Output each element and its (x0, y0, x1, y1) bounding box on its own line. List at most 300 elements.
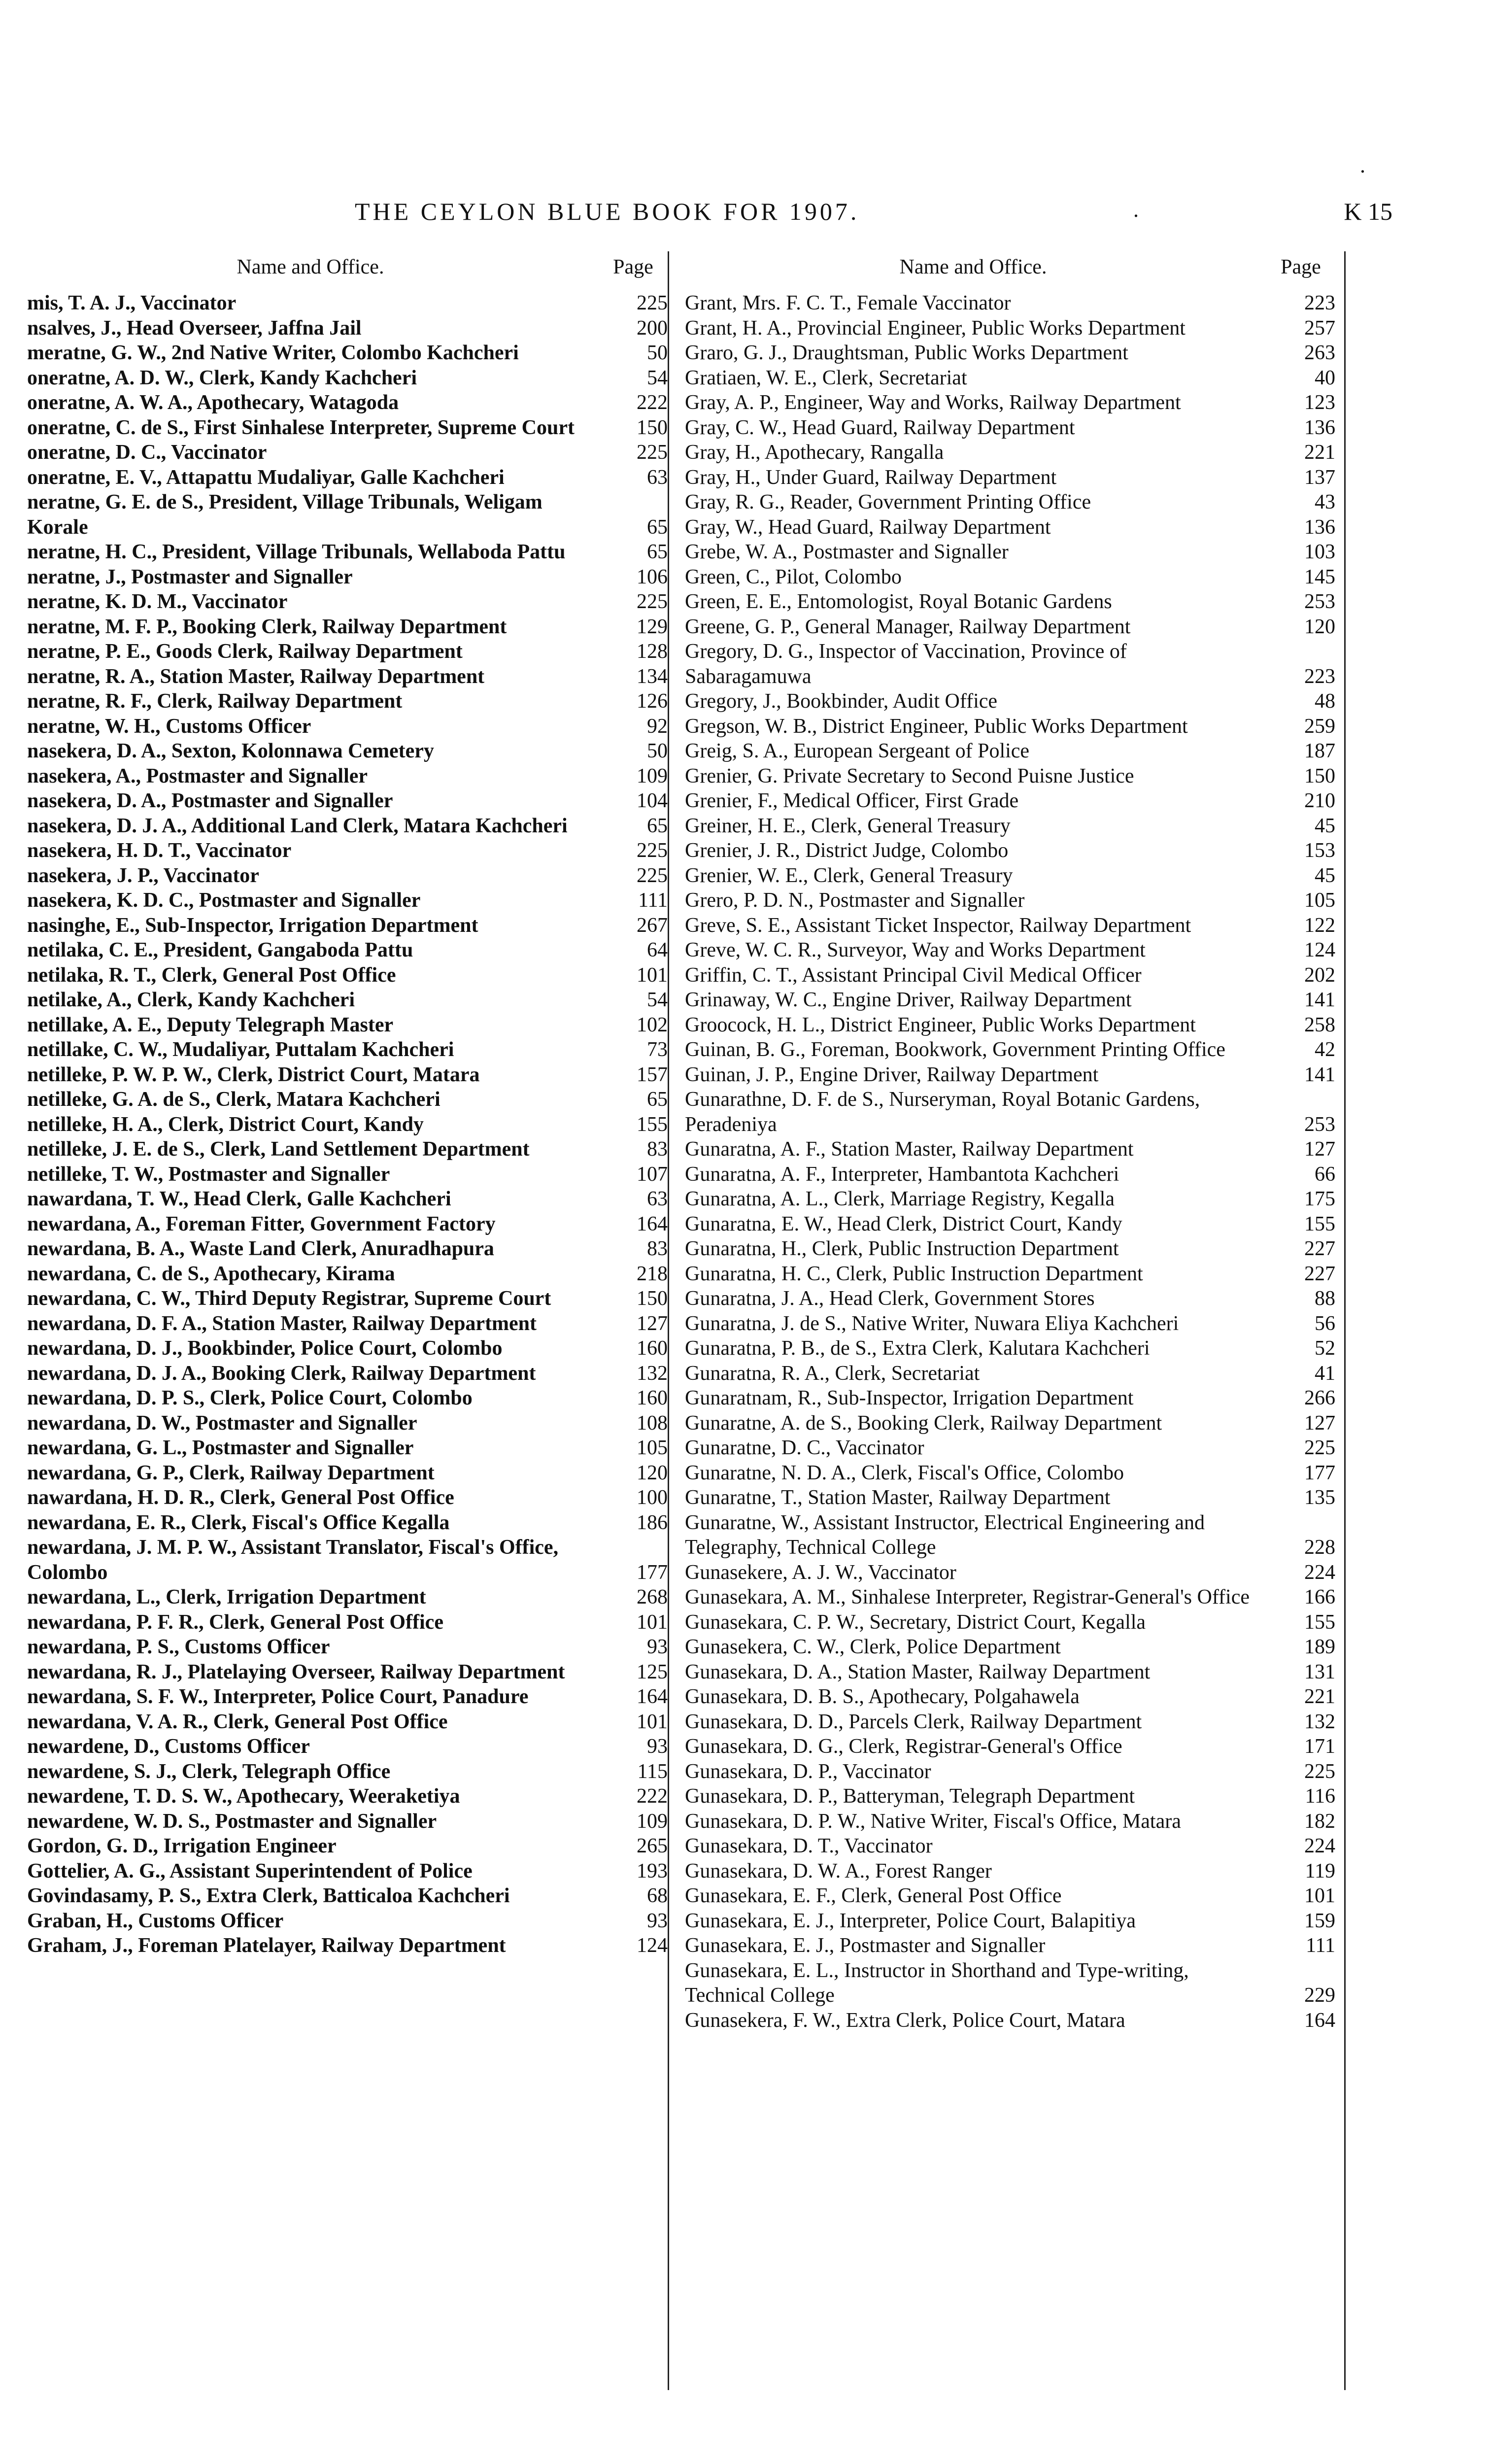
entry-name-office: Gunasekara, A. M., Sinhalese Interpreter, Registrar-General's Office (685, 1586, 1250, 1608)
list-item (27, 1759, 668, 1784)
entry-page-number: 227 (1304, 1237, 1335, 1260)
list-item (27, 1710, 668, 1735)
entry-name-office: Gunasekera, C. W., Clerk, Police Department (685, 1636, 1061, 1658)
entry-page-number: 175 (1304, 1188, 1335, 1210)
list-item (685, 1037, 1335, 1062)
entry-page-number: 145 (1304, 565, 1335, 588)
entry-name-office: netilleke, T. W., Postmaster and Signaller (27, 1163, 390, 1186)
list-item (685, 888, 1335, 913)
entry-name-office: Gunaratna, A. L., Clerk, Marriage Registry, Kegalla (685, 1188, 1115, 1210)
entry-page-number: 134 (637, 665, 668, 688)
entry-name-office: Guinan, B. G., Foreman, Bookwork, Government Printing Office (685, 1038, 1225, 1061)
entry-name-office: newardana, G. P., Clerk, Railway Department (27, 1461, 435, 1484)
entry-page-number: 224 (1304, 1835, 1335, 1857)
list-item (685, 1236, 1335, 1262)
entry-name-office: newardana, D. F. A., Station Master, Railway Department (27, 1312, 537, 1335)
list-item (27, 589, 668, 615)
list-item (685, 1585, 1335, 1610)
entry-page-number: 186 (637, 1511, 668, 1534)
list-item (27, 1461, 668, 1486)
list-item (27, 888, 668, 913)
entry-name-office: Gunaratne, A. de S., Booking Clerk, Railway Department (685, 1411, 1162, 1435)
entry-name-office: Greig, S. A., European Sergeant of Police (685, 740, 1030, 762)
entry-name-office: newardana, D. J., Bookbinder, Police Court, Colombo (27, 1337, 503, 1360)
entry-name-office: oneratne, E. V., Attapattu Mudaliyar, Galle Kachcheri (27, 466, 505, 489)
entry-page-number: 64 (647, 939, 668, 961)
list-item (685, 1187, 1335, 1212)
entry-page-number: 52 (1315, 1337, 1335, 1360)
entry-page-number: 266 (1304, 1387, 1335, 1409)
entry-name-office: nasekera, K. D. C., Postmaster and Signaller (27, 889, 421, 912)
entry-name-office: newardana, D. W., Postmaster and Signaller (27, 1411, 417, 1435)
list-item (685, 1883, 1335, 1909)
entry-page-number: 124 (1304, 939, 1335, 961)
entry-page-number: 193 (637, 1859, 668, 1882)
entry-name-office: Gunaratne, W., Assistant Instructor, Electrical Engineering and Telegraphy, Technical College (685, 1511, 1205, 1559)
entry-name-office: Govindasamy, P. S., Extra Clerk, Batticaloa Kachcheri (27, 1884, 510, 1907)
list-item (27, 1236, 668, 1262)
column-divider-right (1344, 251, 1346, 2390)
right-column-header (685, 251, 1335, 287)
entry-page-number: 101 (637, 963, 668, 987)
list-item (685, 1635, 1335, 1660)
list-item (27, 1485, 668, 1510)
entry-page-number: 257 (1304, 316, 1335, 340)
entry-page-number: 155 (1304, 1212, 1335, 1235)
entry-page-number: 65 (647, 541, 668, 563)
book-title: THE CEYLON BLUE BOOK FOR 1907. (355, 198, 860, 225)
left-column-header (27, 251, 668, 287)
entry-page-number: 122 (1304, 914, 1335, 937)
entry-name-office: Grenier, F., Medical Officer, First Grade (685, 789, 1019, 812)
list-item (27, 1361, 668, 1386)
entry-page-number: 120 (637, 1461, 668, 1484)
entry-name-office: Greene, G. P., General Manager, Railway Department (685, 615, 1131, 638)
list-item (27, 664, 668, 689)
entry-page-number: 135 (1304, 1486, 1335, 1509)
entry-page-number: 63 (647, 466, 668, 489)
entry-name-office: oneratne, A. W. A., Apothecary, Watagoda (27, 391, 399, 414)
entry-name-office: nsalves, J., Head Overseer, Jaffna Jail (27, 316, 362, 340)
entry-name-office: neratne, M. F. P., Booking Clerk, Railway Department (27, 615, 507, 638)
entry-name-office: Gunaratna, J. A., Head Clerk, Government Stores (685, 1287, 1095, 1310)
list-item (27, 1212, 668, 1237)
entry-page-number: 88 (1315, 1287, 1335, 1310)
entry-page-number: 119 (1305, 1859, 1335, 1882)
entry-page-number: 56 (1315, 1312, 1335, 1335)
entry-name-office: Greve, S. E., Assistant Ticket Inspector, Railway Department (685, 914, 1191, 937)
entry-page-number: 93 (647, 1636, 668, 1658)
list-item (685, 1062, 1335, 1088)
entry-name-office: Gregson, W. B., District Engineer, Public Works Department (685, 715, 1188, 738)
list-item (685, 1859, 1335, 1884)
list-item (27, 1112, 668, 1137)
entry-name-office: Griffin, C. T., Assistant Principal Civil Medical Officer (685, 963, 1142, 987)
entry-name-office: Gunasekara, D. P. W., Native Writer, Fiscal's Office, Matara (685, 1810, 1181, 1833)
entry-name-office: newardana, P. S., Customs Officer (27, 1636, 330, 1658)
entry-name-office: Gunasekara, E. J., Postmaster and Signaller (685, 1934, 1046, 1957)
name-office-heading: Name and Office. (899, 256, 1047, 278)
entry-page-number: 104 (637, 789, 668, 812)
list-item (27, 415, 668, 441)
entry-page-number: 93 (647, 1909, 668, 1932)
entry-name-office: meratne, G. W., 2nd Native Writer, Colombo Kachcheri (27, 342, 519, 364)
entry-name-office: Gunaratna, H. C., Clerk, Public Instruction Department (685, 1262, 1143, 1285)
entry-page-number: 106 (637, 565, 668, 588)
entry-page-number: 103 (1304, 541, 1335, 563)
entry-page-number: 73 (647, 1038, 668, 1061)
entry-page-number: 153 (1304, 839, 1335, 862)
entry-page-number: 54 (647, 989, 668, 1011)
entry-page-number: 125 (637, 1660, 668, 1683)
page-header (0, 197, 1491, 241)
entry-name-office: Graban, H., Customs Officer (27, 1909, 284, 1932)
list-item (27, 1610, 668, 1635)
list-item (685, 390, 1335, 415)
list-item (685, 1734, 1335, 1759)
list-item (685, 415, 1335, 441)
entry-page-number: 267 (637, 914, 668, 937)
entry-name-office: Gray, C. W., Head Guard, Railway Department (685, 416, 1075, 439)
entry-name-office: Gunasekara, E. J., Interpreter, Police Court, Balapitiya (685, 1909, 1136, 1932)
entry-page-number: 40 (1315, 366, 1335, 389)
entry-name-office: Guinan, J. P., Engine Driver, Railway Department (685, 1063, 1099, 1086)
list-item (27, 366, 668, 391)
entry-page-number: 136 (1304, 515, 1335, 539)
entry-page-number: 108 (637, 1411, 668, 1435)
list-item (685, 1461, 1335, 1486)
entry-page-number: 136 (1304, 416, 1335, 439)
page-number: K 15 (1344, 198, 1392, 225)
list-item (685, 1909, 1335, 1934)
entry-page-number: 128 (637, 640, 668, 663)
list-item (685, 366, 1335, 391)
list-item (685, 1759, 1335, 1784)
list-item (685, 988, 1335, 1013)
entry-name-office: neratne, G. E. de S., President, Village Tribunals, Weligam Korale (27, 491, 542, 539)
right-column (685, 251, 1335, 2032)
list-item (27, 1859, 668, 1884)
entry-name-office: newardana, D. P. S., Clerk, Police Court, Colombo (27, 1387, 473, 1409)
entry-page-number: 171 (1304, 1735, 1335, 1758)
list-item (27, 1013, 668, 1038)
entry-name-office: Grenier, W. E., Clerk, General Treasury (685, 864, 1013, 887)
entry-page-number: 222 (637, 1785, 668, 1808)
entry-name-office: Gregory, D. G., Inspector of Vaccination, Province of Sabaragamuwa (685, 640, 1127, 688)
entry-page-number: 159 (1304, 1909, 1335, 1932)
entry-page-number: 107 (637, 1163, 668, 1186)
left-column (27, 251, 668, 1957)
list-item (685, 440, 1335, 465)
entry-page-number: 223 (1304, 665, 1335, 688)
list-item (685, 615, 1335, 640)
entry-page-number: 137 (1304, 466, 1335, 489)
entry-name-office: newardana, P. F. R., Clerk, General Post Office (27, 1610, 443, 1634)
entry-page-number: 157 (637, 1063, 668, 1086)
entry-name-office: Graro, G. J., Draughtsman, Public Works Department (685, 342, 1128, 364)
entry-page-number: 65 (647, 814, 668, 837)
entry-name-office: Gunasekara, D. P., Vaccinator (685, 1760, 931, 1783)
list-item (685, 1958, 1335, 2008)
list-item (685, 1087, 1335, 1137)
entry-page-number: 225 (637, 590, 668, 613)
entry-page-number: 164 (1304, 2009, 1335, 2032)
entry-page-number: 187 (1304, 740, 1335, 762)
entry-page-number: 48 (1315, 690, 1335, 713)
entry-page-number: 127 (637, 1312, 668, 1335)
entry-page-number: 258 (1304, 1013, 1335, 1036)
entry-name-office: Gordon, G. D., Irrigation Engineer (27, 1835, 337, 1857)
entry-name-office: nawardana, T. W., Head Clerk, Galle Kachcheri (27, 1188, 451, 1210)
entry-page-number: 229 (1304, 1984, 1335, 2007)
entry-name-office: neratne, J., Postmaster and Signaller (27, 565, 353, 588)
entry-name-office: neratne, H. C., President, Village Tribunals, Wellaboda Pattu (27, 541, 566, 563)
list-item (685, 689, 1335, 714)
list-item (685, 1137, 1335, 1162)
entry-name-office: newardana, C. de S., Apothecary, Kirama (27, 1262, 395, 1285)
entry-name-office: newardana, R. J., Platelaying Overseer, Railway Department (27, 1660, 565, 1683)
entry-name-office: Gray, A. P., Engineer, Way and Works, Railway Department (685, 391, 1181, 414)
entry-name-office: Gunasekera, F. W., Extra Clerk, Police Court, Matara (685, 2009, 1125, 2032)
list-item (27, 1062, 668, 1088)
entry-name-office: Green, E. E., Entomologist, Royal Botanic Gardens (685, 590, 1112, 613)
entry-page-number: 109 (637, 1810, 668, 1833)
entry-name-office: Gunaratna, R. A., Clerk, Secretariat (685, 1362, 980, 1385)
entry-page-number: 141 (1304, 1063, 1335, 1086)
list-item (27, 1386, 668, 1411)
entry-name-office: newardana, A., Foreman Fitter, Government Factory (27, 1212, 496, 1235)
entry-name-office: netillake, C. W., Mudaliyar, Puttalam Kachcheri (27, 1038, 454, 1061)
entry-page-number: 221 (1304, 441, 1335, 464)
list-item (685, 589, 1335, 615)
list-item (27, 291, 668, 316)
list-item (27, 1510, 668, 1536)
entry-name-office: neratne, W. H., Customs Officer (27, 715, 311, 738)
list-item (27, 764, 668, 789)
entry-page-number: 155 (637, 1113, 668, 1136)
entry-page-number: 65 (647, 515, 668, 539)
entry-name-office: nasekera, D. A., Sexton, Kolonnawa Cemetery (27, 740, 434, 762)
list-item (685, 1361, 1335, 1386)
list-item (27, 1834, 668, 1859)
entry-name-office: nasekera, D. A., Postmaster and Signaller (27, 789, 393, 812)
list-item (27, 788, 668, 814)
list-item (685, 291, 1335, 316)
entry-page-number: 166 (1304, 1586, 1335, 1608)
list-item (685, 1834, 1335, 1859)
list-item (27, 1087, 668, 1112)
entry-page-number: 41 (1315, 1362, 1335, 1385)
list-item (685, 1610, 1335, 1635)
entry-page-number: 227 (1304, 1262, 1335, 1285)
entry-name-office: Gunaratnam, R., Sub-Inspector, Irrigation Department (685, 1387, 1134, 1409)
entry-name-office: netilake, A., Clerk, Kandy Kachcheri (27, 989, 355, 1011)
entry-name-office: Grant, Mrs. F. C. T., Female Vaccinator (685, 292, 1011, 314)
list-item (685, 1311, 1335, 1336)
entry-page-number: 115 (637, 1760, 668, 1783)
entry-name-office: Gray, H., Under Guard, Railway Department (685, 466, 1057, 489)
list-item (27, 739, 668, 764)
entry-name-office: newardana, G. L., Postmaster and Signaller (27, 1437, 414, 1459)
entry-name-office: nasekera, J. P., Vaccinator (27, 864, 259, 887)
list-item (27, 1585, 668, 1610)
entry-name-office: neratne, K. D. M., Vaccinator (27, 590, 288, 613)
entry-name-office: newardana, E. R., Clerk, Fiscal's Office Kegalla (27, 1511, 450, 1534)
entry-name-office: newardana, D. J. A., Booking Clerk, Railway Department (27, 1362, 536, 1385)
list-item (685, 1510, 1335, 1560)
list-item (27, 1635, 668, 1660)
entry-page-number: 218 (637, 1262, 668, 1285)
entry-name-office: nasekera, H. D. T., Vaccinator (27, 839, 292, 862)
entry-page-number: 222 (637, 391, 668, 414)
list-item (27, 490, 668, 540)
entry-page-number: 120 (1304, 615, 1335, 638)
entry-name-office: Grero, P. D. N., Postmaster and Signaller (685, 889, 1025, 912)
entry-name-office: Gunarathne, D. F. de S., Nurseryman, Royal Botanic Gardens, Peradeniya (685, 1088, 1200, 1136)
entry-page-number: 200 (637, 316, 668, 340)
entry-name-office: Gunaratne, D. C., Vaccinator (685, 1437, 924, 1459)
list-item (27, 938, 668, 963)
entry-page-number: 123 (1304, 391, 1335, 414)
entry-page-number: 202 (1304, 963, 1335, 987)
list-item (27, 1411, 668, 1436)
entry-name-office: neratne, P. E., Goods Clerk, Railway Department (27, 640, 463, 663)
list-item (685, 1162, 1335, 1187)
entry-page-number: 111 (638, 889, 668, 912)
entry-page-number: 105 (637, 1437, 668, 1459)
entry-page-number: 129 (637, 615, 668, 638)
right-entry-list (685, 291, 1335, 2033)
list-item (685, 1212, 1335, 1237)
entry-name-office: netilleke, G. A. de S., Clerk, Matara Kachcheri (27, 1088, 441, 1111)
list-item (27, 1262, 668, 1287)
list-item (685, 2008, 1335, 2033)
entry-page-number: 50 (647, 342, 668, 364)
entry-name-office: netilaka, C. E., President, Gangaboda Pattu (27, 939, 413, 961)
entry-name-office: Gray, R. G., Reader, Government Printing Office (685, 491, 1091, 513)
entry-name-office: Gunasekara, D. P., Batteryman, Telegraph Department (685, 1785, 1135, 1808)
list-item (685, 316, 1335, 341)
entry-page-number: 105 (1304, 889, 1335, 912)
entry-page-number: 225 (1304, 1760, 1335, 1783)
entry-name-office: nasekera, D. J. A., Additional Land Clerk, Matara Kachcheri (27, 814, 568, 837)
entry-name-office: Grant, H. A., Provincial Engineer, Public Works Department (685, 316, 1186, 340)
list-item (27, 714, 668, 739)
entry-page-number: 132 (1304, 1710, 1335, 1733)
entry-page-number: 132 (637, 1362, 668, 1385)
list-item (685, 913, 1335, 938)
entry-page-number: 265 (637, 1835, 668, 1857)
list-item (685, 788, 1335, 814)
entry-name-office: newardana, B. A., Waste Land Clerk, Anuradhapura (27, 1237, 494, 1260)
entry-page-number: 116 (1305, 1785, 1335, 1808)
entry-name-office: neratne, R. F., Clerk, Railway Department (27, 690, 403, 713)
entry-page-number: 253 (1304, 590, 1335, 613)
entry-name-office: newardene, T. D. S. W., Apothecary, Weeraketiya (27, 1785, 460, 1808)
entry-page-number: 54 (647, 366, 668, 389)
entry-page-number: 259 (1304, 715, 1335, 738)
list-item (685, 963, 1335, 988)
list-item (27, 1784, 668, 1809)
entry-name-office: Gratiaen, W. E., Clerk, Secretariat (685, 366, 967, 389)
entry-name-office: Gray, W., Head Guard, Railway Department (685, 515, 1051, 539)
entry-name-office: mis, T. A. J., Vaccinator (27, 292, 237, 314)
entry-name-office: Gunasekara, E. L., Instructor in Shorthand and Type-writing, Technical College (685, 1959, 1189, 2007)
list-item (685, 1386, 1335, 1411)
entry-page-number: 83 (647, 1237, 668, 1260)
entry-name-office: nawardana, H. D. R., Clerk, General Post Office (27, 1486, 454, 1509)
entry-page-number: 45 (1315, 864, 1335, 887)
entry-name-office: newardene, W. D. S., Postmaster and Signaller (27, 1810, 437, 1833)
entry-page-number: 101 (1304, 1884, 1335, 1907)
entry-name-office: netilleke, J. E. de S., Clerk, Land Settlement Department (27, 1138, 530, 1161)
name-office-heading: Name and Office. (237, 256, 384, 278)
page-heading: Page (1281, 256, 1321, 278)
list-item (27, 1684, 668, 1710)
list-item (27, 1660, 668, 1685)
entry-page-number: 141 (1304, 989, 1335, 1011)
entry-page-number: 65 (647, 1088, 668, 1111)
list-item (27, 963, 668, 988)
entry-name-office: newardana, L., Clerk, Irrigation Department (27, 1586, 426, 1608)
print-mark-header: . (1133, 198, 1139, 222)
entry-page-number: 150 (1304, 764, 1335, 787)
list-item (27, 913, 668, 938)
entry-page-number: 100 (637, 1486, 668, 1509)
entry-name-office: Greve, W. C. R., Surveyor, Way and Works Department (685, 939, 1146, 961)
entry-name-office: newardene, S. J., Clerk, Telegraph Office (27, 1760, 391, 1783)
entry-name-office: Gunaratne, N. D. A., Clerk, Fiscal's Office, Colombo (685, 1461, 1124, 1484)
entry-name-office: Gunasekara, E. F., Clerk, General Post Office (685, 1884, 1062, 1907)
entry-page-number: 160 (637, 1387, 668, 1409)
entry-name-office: Gunaratna, H., Clerk, Public Instruction Department (685, 1237, 1119, 1260)
entry-page-number: 253 (1304, 1113, 1335, 1136)
entry-name-office: oneratne, D. C., Vaccinator (27, 441, 267, 464)
entry-page-number: 228 (1304, 1536, 1335, 1559)
entry-page-number: 225 (1304, 1437, 1335, 1459)
entry-page-number: 101 (637, 1610, 668, 1634)
list-item (27, 316, 668, 341)
list-item (27, 838, 668, 863)
entry-name-office: Gunaratna, A. F., Station Master, Railway Department (685, 1138, 1134, 1161)
column-divider-left (668, 251, 669, 2390)
entry-name-office: Groocock, H. L., District Engineer, Public Works Department (685, 1013, 1196, 1036)
list-item (27, 1187, 668, 1212)
list-item (27, 1311, 668, 1336)
entry-name-office: Gunaratna, J. de S., Native Writer, Nuwara Eliya Kachcheri (685, 1312, 1179, 1335)
list-item (27, 1137, 668, 1162)
entry-name-office: newardene, D., Customs Officer (27, 1735, 310, 1758)
list-item (685, 1485, 1335, 1510)
list-item (27, 814, 668, 839)
entry-page-number: 155 (1304, 1610, 1335, 1634)
list-item (685, 1784, 1335, 1809)
list-item (685, 863, 1335, 889)
entry-page-number: 68 (647, 1884, 668, 1907)
entry-name-office: Gunaratna, P. B., de S., Extra Clerk, Kalutara Kachcheri (685, 1337, 1150, 1360)
left-entry-list (27, 291, 668, 1958)
list-item (27, 1336, 668, 1361)
entry-name-office: Graham, J., Foreman Platelayer, Railway Department (27, 1934, 506, 1957)
list-item (685, 1262, 1335, 1287)
entry-name-office: netilaka, R. T., Clerk, General Post Office (27, 963, 396, 987)
entry-name-office: neratne, R. A., Station Master, Railway Department (27, 665, 485, 688)
entry-page-number: 109 (637, 764, 668, 787)
list-item (685, 739, 1335, 764)
entry-page-number: 225 (637, 292, 668, 314)
list-item (27, 465, 668, 490)
list-item (685, 1684, 1335, 1710)
